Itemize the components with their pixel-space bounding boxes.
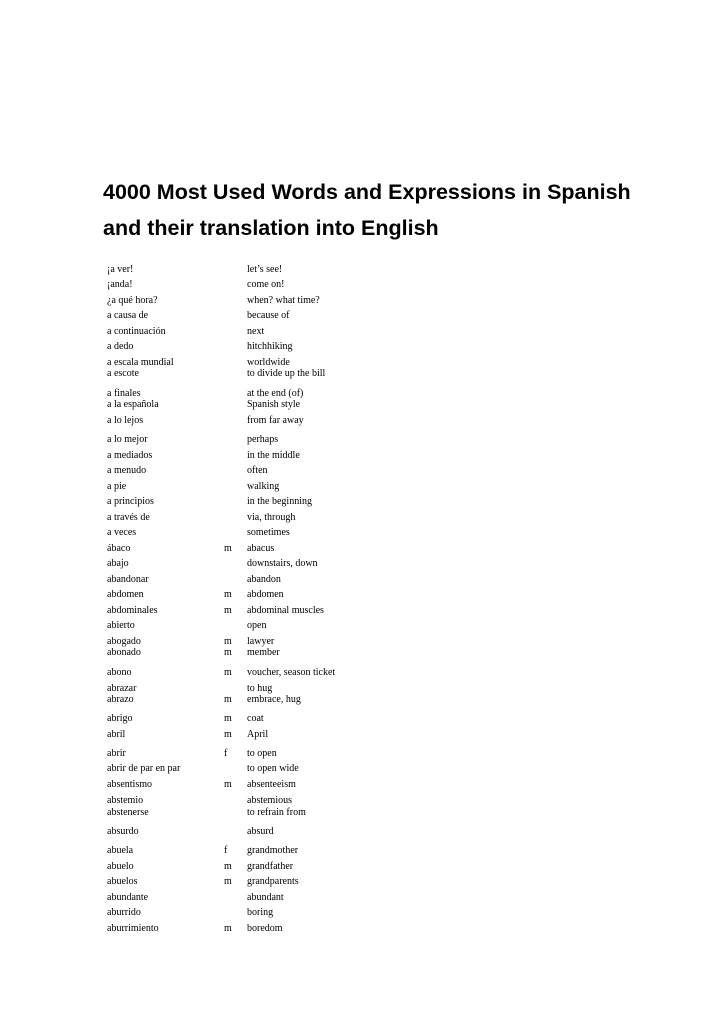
english-translation: coat xyxy=(247,713,264,724)
gender-marker: m xyxy=(224,647,232,658)
spanish-term: a escala mundial xyxy=(107,357,174,368)
english-translation: embrace, hug xyxy=(247,694,301,705)
spanish-term: a escote xyxy=(107,368,139,379)
english-translation: sometimes xyxy=(247,527,290,538)
spanish-term: abuelos xyxy=(107,876,138,887)
english-translation: grandmother xyxy=(247,845,299,856)
spanish-term: a lo lejos xyxy=(107,415,144,426)
spanish-term: abuelo xyxy=(107,861,134,872)
english-translation: hitchhiking xyxy=(247,341,293,352)
vocab-entry xyxy=(0,341,725,353)
vocab-entry xyxy=(0,368,725,380)
spanish-term: a lo mejor xyxy=(107,434,148,445)
english-translation: to refrain from xyxy=(247,807,306,818)
spanish-term: abrigo xyxy=(107,713,133,724)
vocab-entry xyxy=(0,729,725,741)
english-translation: in the middle xyxy=(247,450,300,461)
vocab-entry xyxy=(0,279,725,291)
gender-marker: m xyxy=(224,589,232,600)
spanish-term: abrazar xyxy=(107,683,137,694)
title-line-2: and their translation into English xyxy=(103,216,439,240)
english-translation: because of xyxy=(247,310,290,321)
vocab-entry xyxy=(0,795,725,807)
vocab-entry xyxy=(0,527,725,539)
spanish-term: abundante xyxy=(107,892,149,903)
english-translation: from far away xyxy=(247,415,304,426)
vocab-entry xyxy=(0,647,725,659)
vocab-entry xyxy=(0,399,725,411)
english-translation: worldwide xyxy=(247,357,290,368)
english-translation: abstemious xyxy=(247,795,292,806)
spanish-term: abono xyxy=(107,667,132,678)
gender-marker: m xyxy=(224,543,232,554)
vocab-entry xyxy=(0,481,725,493)
spanish-term: abdomen xyxy=(107,589,144,600)
vocab-entry xyxy=(0,310,725,322)
english-translation: open xyxy=(247,620,267,631)
spanish-term: abajo xyxy=(107,558,129,569)
english-translation: boring xyxy=(247,907,274,918)
vocab-entry xyxy=(0,861,725,873)
english-translation: come on! xyxy=(247,279,285,290)
gender-marker: m xyxy=(224,713,232,724)
spanish-term: ¡a ver! xyxy=(107,264,134,275)
vocab-entry xyxy=(0,907,725,919)
vocab-entry xyxy=(0,295,725,307)
spanish-term: absurdo xyxy=(107,826,139,837)
spanish-term: absentismo xyxy=(107,779,152,790)
english-translation: absurd xyxy=(247,826,274,837)
vocab-entry xyxy=(0,807,725,819)
spanish-term: a principios xyxy=(107,496,154,507)
vocab-entry xyxy=(0,450,725,462)
vocab-entry xyxy=(0,713,725,725)
vocab-entry xyxy=(0,434,725,446)
gender-marker: m xyxy=(224,923,232,934)
vocab-entry xyxy=(0,826,725,838)
vocab-entry xyxy=(0,512,725,524)
gender-marker: f xyxy=(224,845,228,856)
spanish-term: ¿a qué hora? xyxy=(107,295,158,306)
english-translation: abandon xyxy=(247,574,281,585)
title-line-1: 4000 Most Used Words and Expressions in Spanish xyxy=(103,180,631,204)
english-translation: boredom xyxy=(247,923,283,934)
vocab-entry xyxy=(0,496,725,508)
spanish-term: a mediados xyxy=(107,450,153,461)
vocab-entry xyxy=(0,465,725,477)
spanish-term: aburrimiento xyxy=(107,923,159,934)
vocab-entry xyxy=(0,574,725,586)
english-translation: to hug xyxy=(247,683,273,694)
english-translation: voucher, season ticket xyxy=(247,667,336,678)
spanish-term: abuela xyxy=(107,845,134,856)
english-translation: perhaps xyxy=(247,434,279,445)
english-translation: absenteeism xyxy=(247,779,296,790)
spanish-term: a finales xyxy=(107,388,141,399)
vocab-entry xyxy=(0,589,725,601)
vocab-entry xyxy=(0,620,725,632)
english-translation: abacus xyxy=(247,543,275,554)
english-translation: in the beginning xyxy=(247,496,312,507)
gender-marker: m xyxy=(224,667,232,678)
gender-marker: m xyxy=(224,861,232,872)
spanish-term: a causa de xyxy=(107,310,149,321)
english-translation: next xyxy=(247,326,265,337)
english-translation: to divide up the bill xyxy=(247,368,326,379)
spanish-term: a continuación xyxy=(107,326,166,337)
english-translation: grandfather xyxy=(247,861,294,872)
english-translation: to open wide xyxy=(247,763,299,774)
spanish-term: abonado xyxy=(107,647,141,658)
english-translation: April xyxy=(247,729,269,740)
gender-marker: m xyxy=(224,779,232,790)
spanish-term: abril xyxy=(107,729,126,740)
spanish-term: abstenerse xyxy=(107,807,149,818)
spanish-term: a menudo xyxy=(107,465,147,476)
spanish-term: abstemio xyxy=(107,795,144,806)
spanish-term: abandonar xyxy=(107,574,149,585)
english-translation: abundant xyxy=(247,892,284,903)
vocab-entry xyxy=(0,605,725,617)
vocab-entry xyxy=(0,558,725,570)
english-translation: Spanish style xyxy=(247,399,301,410)
spanish-term: abogado xyxy=(107,636,141,647)
english-translation: abdomen xyxy=(247,589,284,600)
spanish-term: abrazo xyxy=(107,694,134,705)
spanish-term: a veces xyxy=(107,527,137,538)
english-translation: grandparents xyxy=(247,876,299,887)
vocab-entry xyxy=(0,779,725,791)
spanish-term: a dedo xyxy=(107,341,134,352)
english-translation: member xyxy=(247,647,280,658)
spanish-term: abrir xyxy=(107,748,126,759)
english-translation: walking xyxy=(247,481,280,492)
spanish-term: abrir de par en par xyxy=(107,763,181,774)
english-translation: when? what time? xyxy=(247,295,320,306)
gender-marker: f xyxy=(224,748,228,759)
vocab-entry xyxy=(0,763,725,775)
spanish-term: aburrido xyxy=(107,907,141,918)
vocab-entry xyxy=(0,923,725,935)
english-translation: lawyer xyxy=(247,636,275,647)
vocab-entry xyxy=(0,892,725,904)
vocab-entry xyxy=(0,748,725,760)
document-title xyxy=(103,174,703,246)
english-translation: to open xyxy=(247,748,277,759)
vocab-entry xyxy=(0,264,725,276)
english-translation: abdominal muscles xyxy=(247,605,324,616)
vocab-entry xyxy=(0,543,725,555)
spanish-term: ¡anda! xyxy=(107,279,133,290)
vocab-entry xyxy=(0,415,725,427)
english-translation: via, through xyxy=(247,512,296,523)
spanish-term: a pie xyxy=(107,481,127,492)
spanish-term: a través de xyxy=(107,512,150,523)
vocab-entry xyxy=(0,845,725,857)
vocab-entry xyxy=(0,876,725,888)
vocab-entry xyxy=(0,667,725,679)
gender-marker: m xyxy=(224,876,232,887)
vocab-entry xyxy=(0,326,725,338)
gender-marker: m xyxy=(224,605,232,616)
english-translation: often xyxy=(247,465,268,476)
spanish-term: ábaco xyxy=(107,543,131,554)
gender-marker: m xyxy=(224,694,232,705)
spanish-term: abierto xyxy=(107,620,135,631)
english-translation: downstairs, down xyxy=(247,558,318,569)
english-translation: let’s see! xyxy=(247,264,283,275)
gender-marker: m xyxy=(224,636,232,647)
english-translation: at the end (of) xyxy=(247,388,304,399)
vocab-entry xyxy=(0,694,725,706)
spanish-term: a la española xyxy=(107,399,159,410)
spanish-term: abdominales xyxy=(107,605,158,616)
gender-marker: m xyxy=(224,729,232,740)
